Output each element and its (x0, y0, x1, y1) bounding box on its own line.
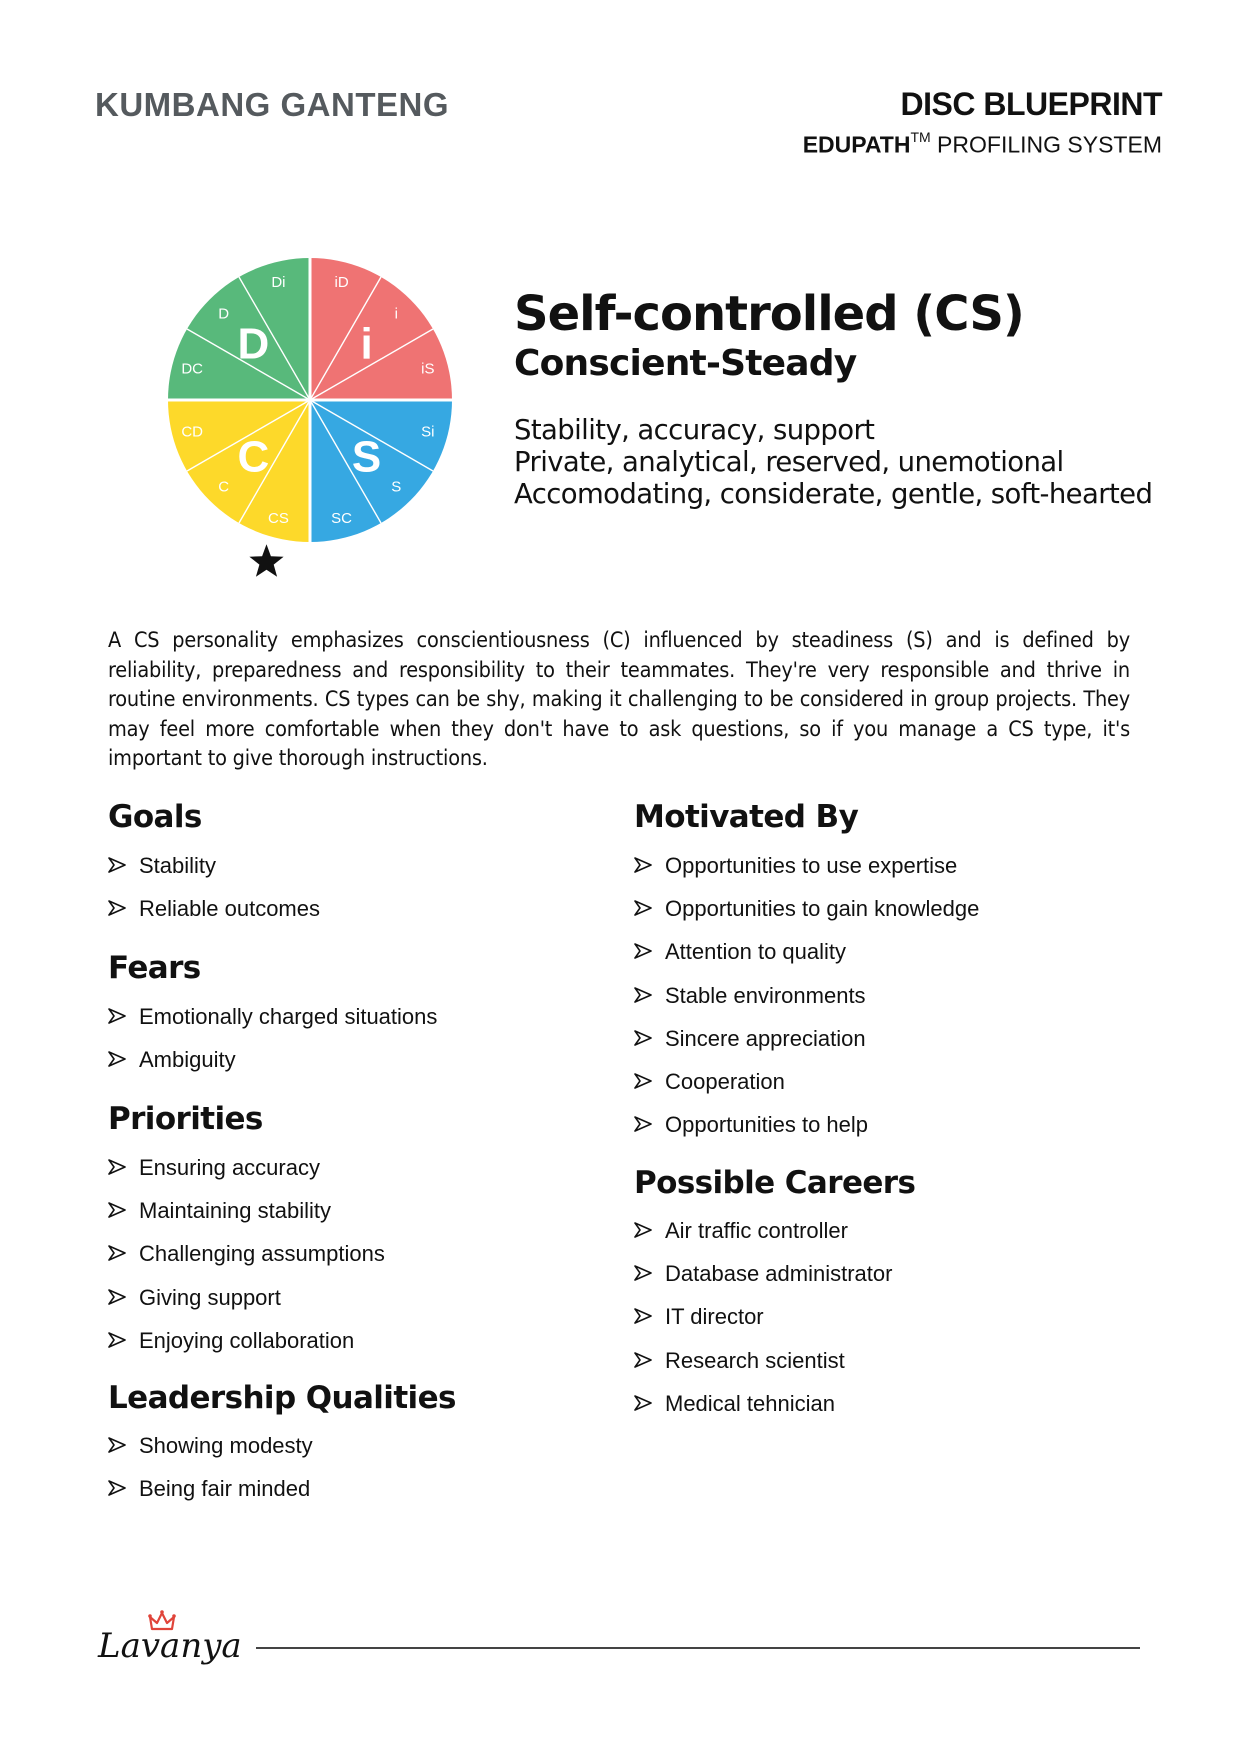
profile-title: Self-controlled (CS) (514, 286, 1024, 342)
trait-line: Accomodating, considerate, gentle, soft-hearted (514, 478, 1153, 510)
list-item-text: Reliable outcomes (139, 896, 320, 922)
motivated-heading: Motivated By (634, 799, 859, 835)
trait-line: Private, analytical, reserved, unemotional (514, 446, 1064, 478)
arrow-bullet-icon (108, 1245, 126, 1261)
list-item-text: Being fair minded (139, 1476, 311, 1502)
wheel-segment-label: DC (181, 360, 203, 378)
list-item (634, 1382, 892, 1425)
list-item-text: Giving support (139, 1284, 281, 1310)
list-item-text: Medical tehnician (665, 1390, 835, 1416)
arrow-bullet-icon (108, 1437, 126, 1453)
list-item-text: Ambiguity (139, 1047, 236, 1073)
arrow-bullet-icon (108, 1289, 126, 1305)
footer-divider (256, 1647, 1140, 1649)
list-item (634, 930, 979, 973)
list-item-text: Opportunities to gain knowledge (665, 896, 980, 922)
list-item (108, 995, 437, 1038)
arrow-bullet-icon (108, 1332, 126, 1348)
arrow-bullet-icon (634, 987, 652, 1003)
arrow-bullet-icon (634, 1395, 652, 1411)
list-item (108, 1146, 385, 1189)
list-item (634, 1017, 979, 1060)
list-item-text: Challenging assumptions (139, 1241, 385, 1267)
arrow-bullet-icon (634, 943, 652, 959)
arrow-bullet-icon (634, 1222, 652, 1238)
list-item-text: Ensuring accuracy (139, 1155, 320, 1180)
leadership-heading: Leadership Qualities (108, 1380, 456, 1416)
wheel-segment-label: CD (181, 423, 203, 441)
list-item (108, 1189, 385, 1232)
list-item (108, 1467, 313, 1510)
wheel-segment-label: S (391, 478, 402, 496)
list-item-text: Opportunities to use expertise (665, 853, 958, 878)
wheel-segment-label: iD (334, 274, 349, 292)
arrow-bullet-icon (634, 1116, 652, 1132)
arrow-bullet-icon (108, 1051, 126, 1067)
list-item (108, 844, 320, 887)
logo-wordmark: Lavanya (98, 1626, 242, 1666)
system-name: PROFILING SYSTEM (930, 131, 1162, 158)
list-item (108, 1232, 385, 1275)
list-item (108, 1424, 313, 1467)
disc-quadrant-i (310, 258, 452, 400)
priorities-heading: Priorities (108, 1101, 263, 1137)
wheel-segment-label: SC (331, 509, 352, 527)
list-item-text: Stable environments (665, 982, 866, 1008)
arrow-bullet-icon (108, 1159, 126, 1175)
fears-heading: Fears (108, 950, 201, 986)
list-item-text: Showing modesty (139, 1433, 313, 1458)
list-item-text: Sincere appreciation (665, 1025, 866, 1051)
disc-wheel (160, 252, 460, 592)
list-item (634, 1060, 979, 1103)
list-item (108, 887, 320, 930)
list-item-text: Research scientist (665, 1347, 845, 1373)
trademark-mark: TM (910, 129, 931, 145)
list-item-text: Maintaining stability (139, 1198, 331, 1224)
list-item (108, 1319, 385, 1362)
arrow-bullet-icon (634, 1352, 652, 1368)
list-item (634, 1295, 892, 1338)
wheel-segment-label: Si (421, 423, 435, 441)
list-item (634, 1339, 892, 1382)
list-item (634, 1209, 892, 1252)
goals-heading: Goals (108, 799, 202, 835)
wheel-big-letter-c: C (237, 432, 270, 482)
document-title: DISC BLUEPRINT (900, 86, 1162, 122)
arrow-bullet-icon (108, 1008, 126, 1024)
wheel-segment-label: iS (421, 360, 435, 378)
list-item-text: IT director (665, 1304, 764, 1330)
goals-list (108, 844, 320, 930)
arrow-bullet-icon (634, 1308, 652, 1324)
document-subtitle (803, 131, 1162, 159)
wheel-segment-label: Di (271, 274, 286, 292)
arrow-bullet-icon (108, 1480, 126, 1496)
careers-heading: Possible Careers (634, 1165, 916, 1201)
motivated-list (634, 844, 979, 1146)
wheel-segment-label: i (394, 305, 398, 323)
list-item-text: Opportunities to help (665, 1112, 869, 1138)
list-item-text: Attention to quality (665, 939, 847, 965)
list-item-text: Stability (139, 853, 217, 878)
leadership-list (108, 1424, 313, 1510)
arrow-bullet-icon (634, 1030, 652, 1046)
list-item (634, 844, 979, 887)
profile-subtitle: Conscient-Steady (514, 343, 857, 384)
arrow-bullet-icon (634, 1073, 652, 1089)
arrow-bullet-icon (634, 900, 652, 916)
wheel-segment-label: D (218, 305, 230, 323)
wheel-big-letter-s: S (351, 432, 382, 482)
arrow-bullet-icon (108, 900, 126, 916)
star-icon (249, 544, 283, 577)
trait-list (514, 414, 1152, 510)
list-item-text: Enjoying collaboration (139, 1327, 355, 1353)
list-item (634, 974, 979, 1017)
lavanya-logo (94, 1605, 244, 1677)
trait-line: Stability, accuracy, support (514, 414, 875, 446)
wheel-segment-label: C (218, 478, 230, 496)
list-item (634, 1103, 979, 1146)
list-item (108, 1038, 437, 1081)
arrow-bullet-icon (108, 857, 126, 873)
wheel-big-letter-d: D (237, 319, 270, 369)
fears-list (108, 995, 437, 1081)
list-item (108, 1276, 385, 1319)
list-item-text: Emotionally charged situations (139, 1004, 438, 1029)
list-item (634, 887, 979, 930)
list-item (634, 1252, 892, 1295)
wheel-big-letter-i: i (360, 319, 373, 369)
arrow-bullet-icon (634, 1265, 652, 1281)
careers-list (634, 1209, 892, 1425)
arrow-bullet-icon (108, 1202, 126, 1218)
profile-description: A CS personality emphasizes conscientiousness (C) influenced by steadiness (S) and is defined by reliability, preparedness and responsibility to their teammates. They're very responsible and thrive in routine environments. CS types can be shy, making it challenging to be considered in group projects. They may feel more comfortable when they don't have to ask questions, so if you manage a CS type, it's important to give thorough instructions. (108, 628, 1130, 772)
list-item-text: Cooperation (665, 1068, 785, 1094)
wheel-segment-label: CS (268, 509, 289, 527)
arrow-bullet-icon (634, 857, 652, 873)
person-name: KUMBANG GANTENG (95, 86, 449, 123)
list-item-text: Air traffic controller (665, 1218, 848, 1243)
brand-name: EDUPATH (802, 131, 911, 158)
list-item-text: Database administrator (665, 1261, 893, 1287)
priorities-list (108, 1146, 385, 1362)
